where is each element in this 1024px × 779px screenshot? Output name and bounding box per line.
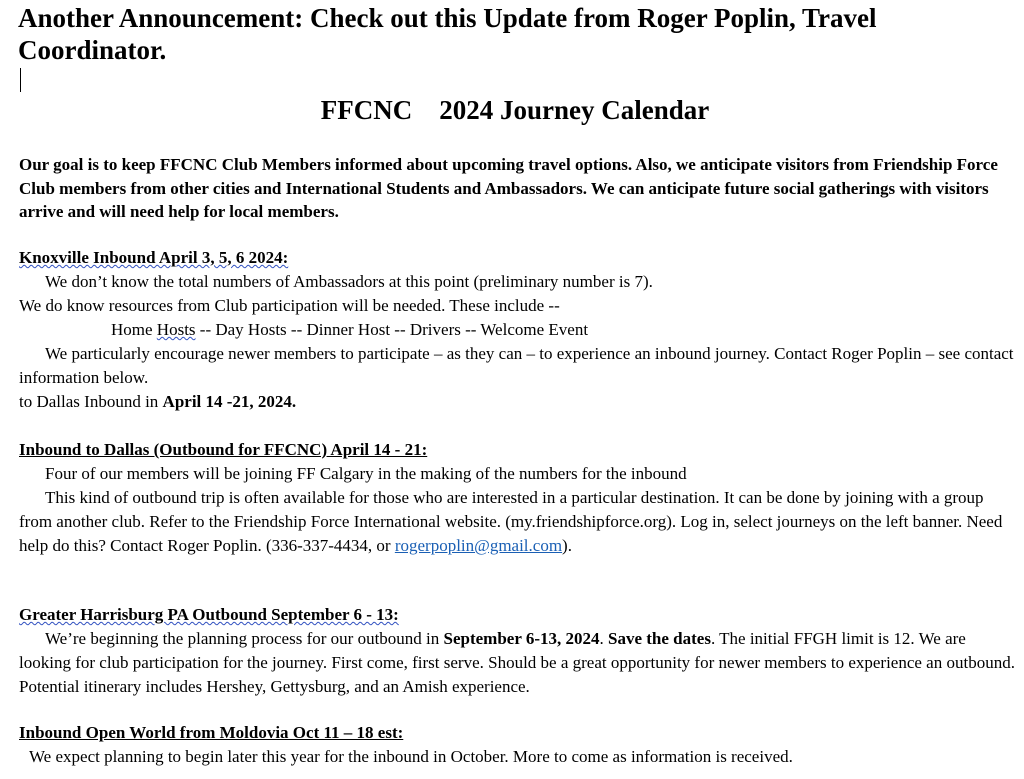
- harrisburg-heading: Greater Harrisburg PA Outbound September 6 - 13:: [19, 605, 399, 624]
- dallas-line-2-text: This kind of outbound trip is often available for those who are interested in a particular destination. It can be done by joining with a group from another club. Refer to the Friendship Force International website. (my.friendshipforce.org). Log in, select journeys on the left banner. Need help do this? Contact Roger Poplin. (336-337-4434, or: [19, 488, 1003, 555]
- roles-part-c: -- Day Hosts -- Dinner Host -- Drivers -- Welcome Event: [195, 320, 589, 339]
- email-link[interactable]: rogerpoplin@gmail.com: [394, 536, 563, 555]
- knoxville-line-2: We do know resources from Club participation will be needed. These include --: [19, 296, 560, 315]
- roles-part-a: Home: [111, 320, 157, 339]
- knoxville-line-5: [19, 390, 1019, 414]
- moldovia-line-1: We expect planning to begin later this year for the inbound in October. More to come as information is received.: [29, 747, 793, 766]
- dallas-section: [19, 438, 1019, 558]
- harrisburg-dates: September 6-13, 2024: [443, 629, 600, 648]
- knoxville-roles: [19, 318, 1019, 342]
- harrisburg-text-e: . The initial FFGH limit is 12. We are looking for club participation for the journey. First come, first serve. Should be a great opportunity for newer members to experience an outbound. Potential itinerary includes Hershey, Gettysburg, and an Amish experience.: [19, 629, 1015, 696]
- calendar-title: FFCNC 2024 Journey Calendar: [320, 95, 710, 125]
- announcement-headline: Another Announcement: Check out this Update from Roger Poplin, Travel Coordinator.: [18, 3, 877, 65]
- save-the-dates: Save the dates: [608, 629, 711, 648]
- dallas-line-2: [19, 486, 1019, 558]
- dallas-heading: Inbound to Dallas (Outbound for FFCNC) April 14 - 21:: [19, 440, 428, 459]
- intro-paragraph: Our goal is to keep FFCNC Club Members informed about upcoming travel options. Also, we anticipate visitors from Friendship Force Club members from other cities and International Students and Ambassadors. We can anticipate future social gatherings with visitors arrive and will need help for local members.: [19, 155, 998, 221]
- harrisburg-text-c: .: [599, 629, 608, 648]
- line5-text: to Dallas Inbound in: [19, 392, 163, 411]
- dallas-line-2-end: ).: [562, 536, 572, 555]
- knoxville-line-4: We particularly encourage newer members to participate – as they can – to experience an inbound journey. Contact Roger Poplin – see contact information below.: [19, 344, 1014, 387]
- harrisburg-text: [19, 627, 1019, 699]
- moldovia-section: [19, 721, 1019, 769]
- text-cursor: [20, 68, 21, 92]
- dallas-line-1: Four of our members will be joining FF Calgary in the making of the numbers for the inbound: [45, 464, 687, 483]
- line5-dates: April 14 -21, 2024.: [162, 392, 297, 411]
- knoxville-line-1: We don’t know the total numbers of Ambassadors at this point (preliminary number is 7).: [45, 272, 653, 291]
- harrisburg-section: [19, 603, 1019, 699]
- knoxville-section: [19, 246, 1019, 414]
- moldovia-heading: Inbound Open World from Moldovia Oct 11 – 18 est:: [19, 723, 404, 742]
- knoxville-heading: Knoxville Inbound April 3, 5, 6 2024:: [19, 248, 289, 267]
- harrisburg-text-a: We’re beginning the planning process for our outbound in: [45, 629, 444, 648]
- roles-part-hosts: Hosts: [156, 320, 196, 339]
